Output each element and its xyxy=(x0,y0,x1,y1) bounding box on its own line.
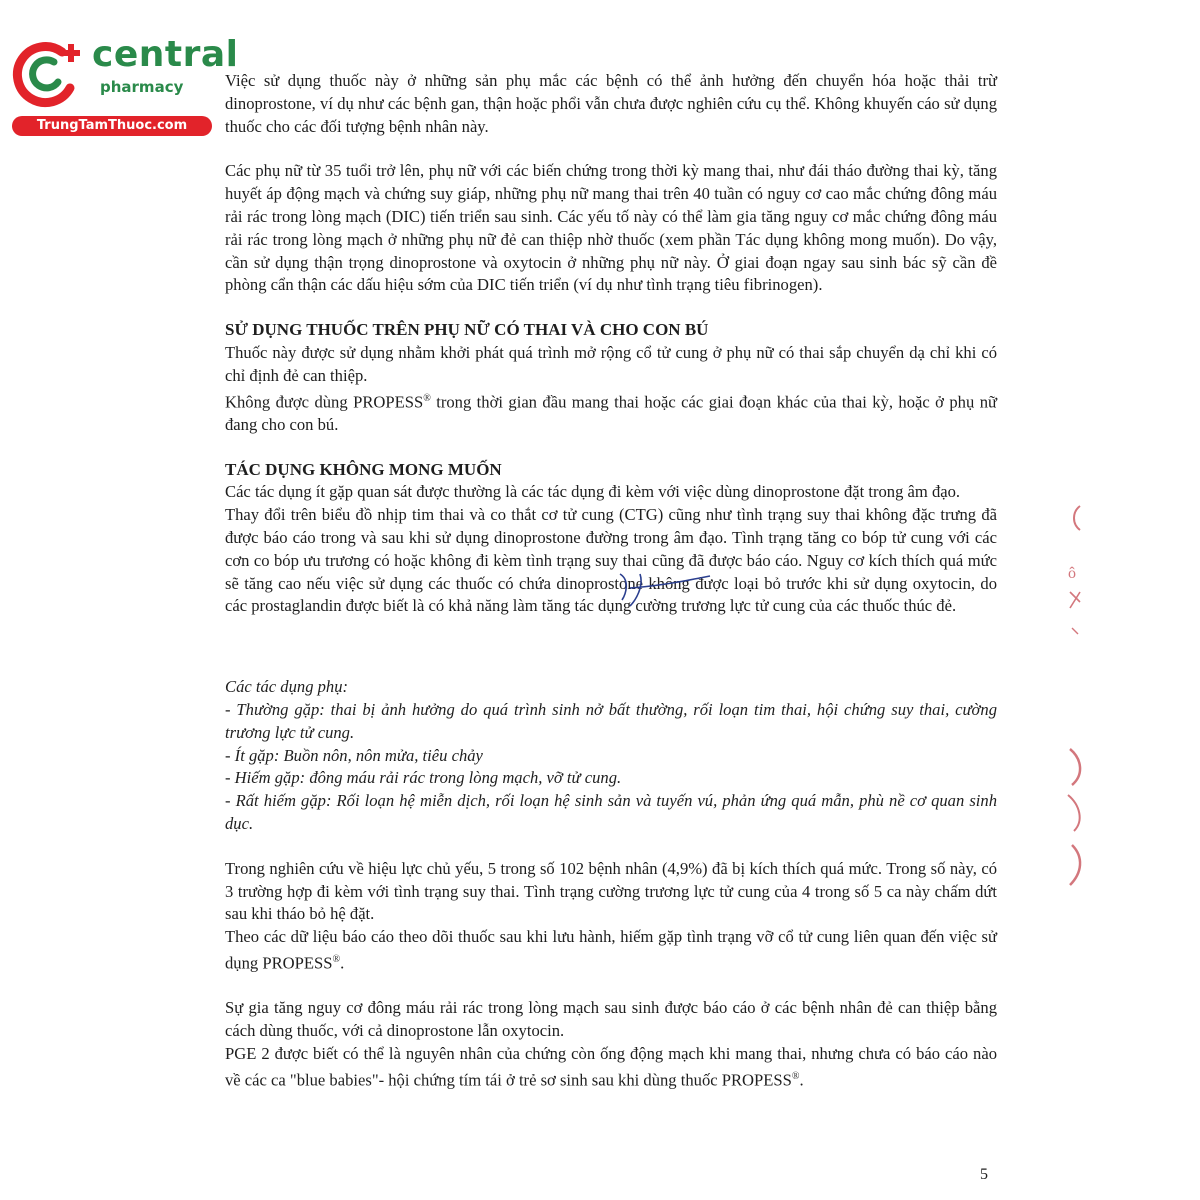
adverse-line-2: Thay đổi trên biểu đồ nhịp tim thai và co thắt cơ tử cung (CTG) cũng như tình trạng suy thai không đặc trưng đã được báo cáo trong và sau khi sử dụng dinoprostone đường trong âm đạo. Tình trạng tăng co bóp tử cung với các cơn co bóp ưu trương có hoặc không đi kèm tình trạng suy thai cũng đã được báo cáo. Nguy cơ kích thích quá mức sẽ tăng cao nếu việc sử dụng các thuốc có chứa dinoprostone không được loại bỏ trước khi sử dụng oxytocin, do các prostaglandin được biết là có khả năng làm tăng tác dụng cường trương lực tử cung của các thuốc thúc đẻ. xyxy=(225,505,997,616)
svg-text:ô: ô xyxy=(1068,565,1076,582)
page-number: 5 xyxy=(980,1166,988,1183)
pregnancy-line-2 xyxy=(225,388,997,437)
dic-paragraph xyxy=(225,997,997,1092)
pregnancy-line-1: Thuốc này được sử dụng nhằm khởi phát quá trình mở rộng cổ tử cung ở phụ nữ có thai sắp chuyển dạ chỉ khi có chỉ định đẻ can thiệp. xyxy=(225,342,997,385)
logo-subtitle: pharmacy xyxy=(100,78,184,96)
side-effect-item: - Ít gặp: Buồn nôn, nôn mửa, tiêu chảy xyxy=(225,745,483,765)
registered-mark: ® xyxy=(423,392,431,404)
brand-logo xyxy=(10,34,239,138)
dic-line-1: Sự gia tăng nguy cơ đông máu rải rác trong lòng mạch sau sinh được báo cáo ở các bệnh nhân đẻ can thiệp bằng cách dùng thuốc, với cả dinoprostone lẫn oxytocin. xyxy=(225,998,997,1041)
pregnancy-line-2-start: Không được dùng PROPESS xyxy=(225,392,424,412)
study-line-2-start: Theo các dữ liệu báo cáo theo dõi thuốc sau khi lưu hành, hiếm gặp tình trạng vỡ cổ tử cung liên quan đến việc sử dụng PROPESS xyxy=(225,927,997,973)
adverse-line-1: Các tác dụng ít gặp quan sát được thường là các tác dụng đi kèm với việc dùng dinoprostone đặt trong âm đạo. xyxy=(225,482,961,502)
study-line-2-end: . xyxy=(340,953,345,973)
side-effect-item: - Thường gặp: thai bị ảnh hưởng do quá trình sinh nở bất thường, rối loạn tim thai, hội chứng suy thai, cường trương lực tử cung. xyxy=(225,700,997,742)
side-effects-list xyxy=(225,676,997,836)
dic-line-2-end: . xyxy=(799,1070,804,1090)
section-heading-pregnancy: SỬ DỤNG THUỐC TRÊN PHỤ NỮ CÓ THAI VÀ CHO CON BÚ xyxy=(225,320,709,340)
study-line-1: Trong nghiên cứu về hiệu lực chủ yếu, 5 trong số 102 bệnh nhân (4,9%) đã bị kích thích quá mức. Trong số này, có 3 trường hợp đi kèm với tình trạng suy thai. Tình trạng cường trương lực tử cung của 4 trong số 5 ca này chấm dứt sau khi tháo bỏ hệ đặt. xyxy=(225,858,997,924)
section-pregnancy xyxy=(225,319,997,437)
logo-website-badge[interactable]: TrungTamThuoc.com xyxy=(12,116,212,136)
paragraph-risk-groups: Các phụ nữ từ 35 tuổi trở lên, phụ nữ với các biến chứng trong thời kỳ mang thai, như đái tháo đường thai kỳ, tăng huyết áp động mạch và chứng suy giáp, những phụ nữ mang thai trên 40 tuần có nguy cơ cao mắc chứng đông máu rải rác trong lòng mạch (DIC) tiến triển sau sinh. Các yếu tố này có thể làm gia tăng nguy cơ mắc chứng đông máu rải rác trong lòng mạch ở những phụ nữ đẻ can thiệp nhờ thuốc (xem phần Tác dụng không mong muốn). Do vậy, cần sử dụng thận trọng dinoprostone và oxytocin ở những phụ nữ này. Ở giai đoạn ngay sau sinh bác sỹ cần đề phòng cẩn thận các dấu hiệu sớm của DIC tiến triển (ví dụ như tình trạng tiêu fibrinogen). xyxy=(225,161,997,295)
central-pharmacy-logo-icon xyxy=(10,38,90,110)
side-effect-item: - Hiếm gặp: đông máu rải rác trong lòng mạch, vỡ tử cung. xyxy=(225,768,622,788)
paragraph-metabolism: Việc sử dụng thuốc này ở những sản phụ mắc các bệnh có thể ảnh hưởng đến chuyển hóa hoặc thải trừ dinoprostone, ví dụ như các bệnh gan, thận hoặc phổi vẫn chưa được nghiên cứu cụ thể. Không khuyến cáo sử dụng thuốc cho các đối tượng bệnh nhân này. xyxy=(225,71,997,136)
study-line-2 xyxy=(225,926,997,975)
registered-mark: ® xyxy=(791,1070,800,1082)
pregnancy-line-2-end: trong thời gian đầu mang thai hoặc các giai đoạn khác của thai kỳ, hoặc ở phụ nữ đang cho con bú. xyxy=(225,392,997,434)
side-effect-item: - Rất hiếm gặp: Rối loạn hệ miễn dịch, rối loạn hệ sinh sản và tuyến vú, phản ứng quá mẫn, phù nề cơ quan sinh dục. xyxy=(225,791,997,834)
study-paragraph xyxy=(225,858,997,976)
logo-name: central xyxy=(92,34,239,75)
side-effects-title: Các tác dụng phụ: xyxy=(225,677,349,697)
registered-mark: ® xyxy=(332,954,341,966)
dic-line-2-start: PGE 2 được biết có thể là nguyên nhân của chứng còn ống động mạch khi mang thai, nhưng chưa có báo cáo nào về các ca "blue babies"- hội chứng tím tái ở trẻ sơ sinh sau khi dùng thuốc PROPESS xyxy=(225,1043,997,1090)
handwritten-pen-mark-icon xyxy=(600,570,720,620)
section-heading-adverse: TÁC DỤNG KHÔNG MONG MUỐN xyxy=(225,459,502,479)
stamp-fragment-icon xyxy=(1062,500,1090,645)
stamp-fragment-icon xyxy=(1062,745,1090,900)
dic-line-2 xyxy=(225,1043,997,1092)
spacer xyxy=(225,640,997,676)
